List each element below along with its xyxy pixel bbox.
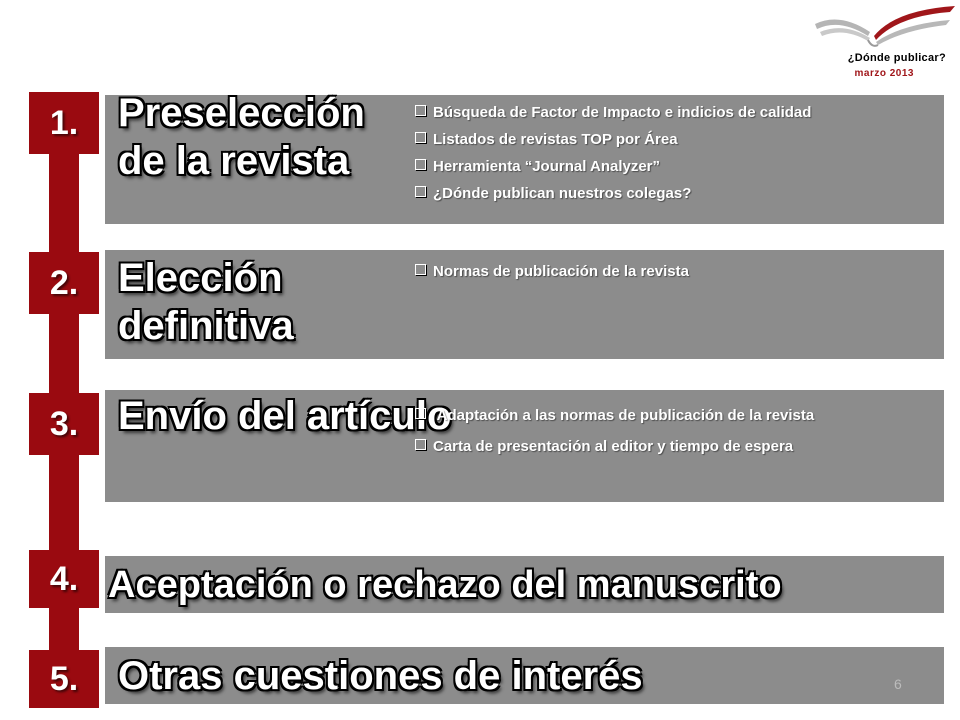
- logo: [800, 0, 960, 80]
- bullet-item: [415, 258, 689, 285]
- bullet-item: [415, 126, 811, 153]
- timeline-connector: [49, 608, 79, 650]
- checkbox-bullet-icon: [415, 159, 426, 170]
- page-number: 6: [894, 676, 902, 692]
- step-2-number: 2.: [29, 252, 99, 314]
- timeline-connector: [49, 453, 79, 553]
- bullet-text: ¿Dónde publican nuestros colegas?: [433, 185, 692, 202]
- step-1-title-line1: Preselección: [118, 91, 365, 135]
- checkbox-bullet-icon: [415, 264, 426, 275]
- step-1-title-line2: de la revista: [118, 139, 350, 183]
- bullet-text: Herramienta “Journal Analyzer”: [433, 158, 661, 175]
- bullet-item: [415, 153, 811, 180]
- bullet-item: [415, 180, 811, 207]
- step-5-number: 5.: [29, 650, 99, 708]
- logo-title: ¿Dónde publicar?: [847, 52, 946, 64]
- timeline-connector: [49, 312, 79, 397]
- bullet-item: [415, 400, 814, 431]
- step-3-title: Envío del artículo: [118, 394, 452, 438]
- bullet-text: Listados de revistas TOP por Área: [433, 131, 678, 148]
- bullet-text: Carta de presentación al editor y tiempo de espera: [433, 438, 794, 455]
- step-2-title-line2: definitiva: [118, 304, 294, 348]
- checkbox-bullet-icon: [415, 408, 426, 419]
- step-2-title-line1: Elección: [118, 256, 283, 300]
- step-4-title: Aceptación o rechazo del manuscrito: [108, 564, 782, 606]
- step-1-bullet-list: [415, 99, 811, 207]
- bullet-item: [415, 99, 811, 126]
- step-3-bullet-list: [415, 400, 814, 462]
- step-2-bullet-list: [415, 258, 689, 285]
- open-book-icon: [810, 2, 960, 52]
- step-5-title: Otras cuestiones de interés: [118, 654, 643, 698]
- bullet-item: [415, 431, 814, 462]
- bullet-text: Adaptación a las normas de publicación de la revista: [433, 407, 815, 424]
- step-4-number: 4.: [29, 550, 99, 608]
- checkbox-bullet-icon: [415, 439, 426, 450]
- checkbox-bullet-icon: [415, 132, 426, 143]
- bullet-text: Búsqueda de Factor de Impacto e indicios de calidad: [433, 104, 812, 121]
- timeline-connector: [49, 150, 79, 255]
- step-3-number: 3.: [29, 393, 99, 455]
- step-1-number: 1.: [29, 92, 99, 154]
- checkbox-bullet-icon: [415, 186, 426, 197]
- logo-date: marzo 2013: [854, 68, 914, 79]
- bullet-text: Normas de publicación de la revista: [433, 263, 689, 280]
- checkbox-bullet-icon: [415, 105, 426, 116]
